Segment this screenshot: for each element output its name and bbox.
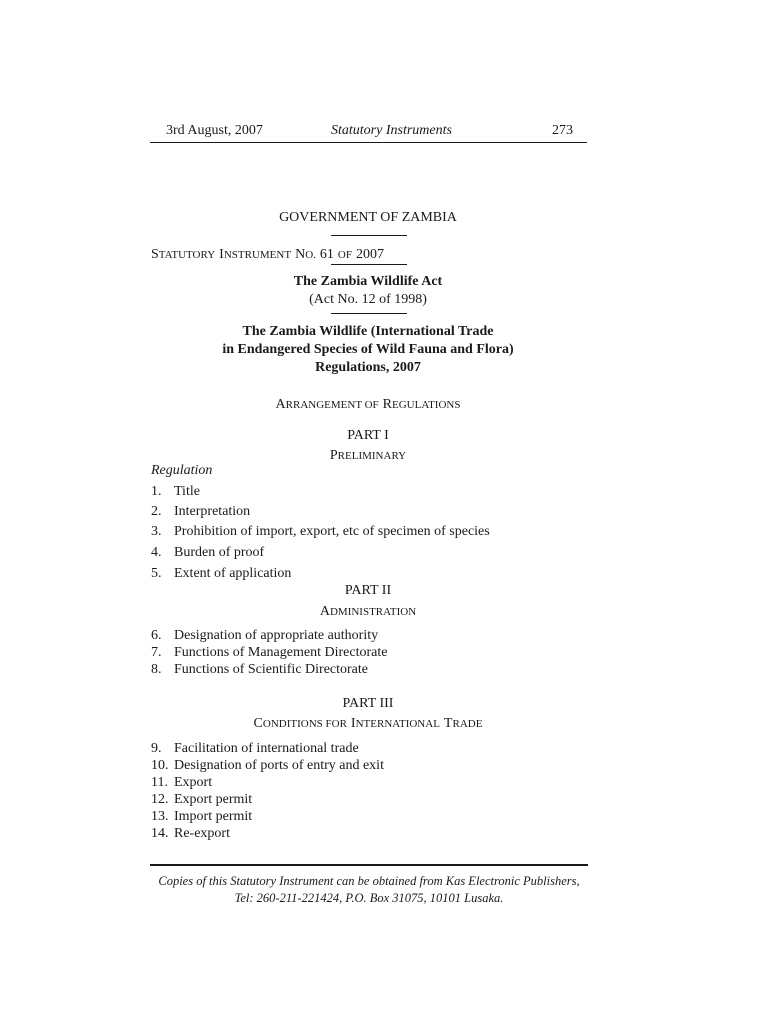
regulations-title-line-1: The Zambia Wildlife (International Trade bbox=[242, 324, 494, 339]
arrangement-heading: ARRANGEMENT OF REGULATIONS bbox=[275, 397, 461, 412]
footer-line-2: Tel: 260-211-221424, P.O. Box 31075, 10101 Lusaka. bbox=[234, 891, 504, 905]
si-number: 61 bbox=[319, 247, 334, 262]
title-rule-1 bbox=[331, 235, 407, 236]
list-item: 12. Export permit bbox=[151, 792, 253, 807]
list-item: 14. Re-export bbox=[151, 826, 230, 841]
page-number: 273 bbox=[552, 123, 573, 138]
title-rule-3 bbox=[331, 313, 407, 314]
list-item: 3. Prohibition of import, export, etc of specimen of species bbox=[151, 524, 490, 539]
list-item: 6. Designation of appropriate authority bbox=[151, 628, 379, 643]
regulation-label: Regulation bbox=[151, 463, 213, 478]
list-item: 8. Functions of Scientific Directorate bbox=[151, 662, 368, 677]
part-1-heading: PRELIMINARY bbox=[329, 448, 407, 463]
regulations-title-line-3: Regulations, 2007 bbox=[315, 360, 421, 375]
regulations-title-line-2: in Endangered Species of Wild Fauna and Flora) bbox=[222, 342, 514, 357]
part-1-title: PART I bbox=[347, 428, 389, 443]
list-item: 10. Designation of ports of entry and exit bbox=[151, 758, 384, 773]
list-item: 9. Facilitation of international trade bbox=[151, 741, 359, 756]
header-title: Statutory Instruments bbox=[331, 123, 452, 138]
list-item: 1. Title bbox=[151, 484, 200, 499]
list-item: 2. Interpretation bbox=[151, 504, 251, 519]
government-title: GOVERNMENT OF ZAMBIA bbox=[279, 210, 457, 225]
title-rule-2 bbox=[331, 264, 407, 265]
list-item: 5. Extent of application bbox=[151, 566, 292, 581]
footer-rule bbox=[150, 864, 588, 866]
part-3-heading: CONDITIONS FOR INTERNATIONAL TRADE bbox=[253, 716, 483, 731]
part-2-heading: ADMINISTRATION bbox=[319, 604, 417, 619]
statutory-instrument-line: STATUTORY INSTRUMENT NO. 61 OF 2007 bbox=[151, 247, 384, 262]
footer-line-1: Copies of this Statutory Instrument can be obtained from Kas Electronic Publishers, bbox=[158, 874, 580, 888]
header-date: 3rd August, 2007 bbox=[166, 123, 263, 138]
list-item: 11. Export bbox=[151, 775, 213, 790]
list-item: 13. Import permit bbox=[151, 809, 253, 824]
list-item: 4. Burden of proof bbox=[151, 545, 265, 560]
header-rule bbox=[150, 142, 587, 143]
part-3-title: PART III bbox=[342, 696, 394, 711]
part-2-title: PART II bbox=[344, 583, 392, 598]
list-item: 7. Functions of Management Directorate bbox=[151, 645, 388, 660]
act-name: The Zambia Wildlife Act bbox=[293, 274, 443, 289]
act-number: (Act No. 12 of 1998) bbox=[309, 292, 427, 307]
si-year: 2007 bbox=[355, 247, 384, 262]
